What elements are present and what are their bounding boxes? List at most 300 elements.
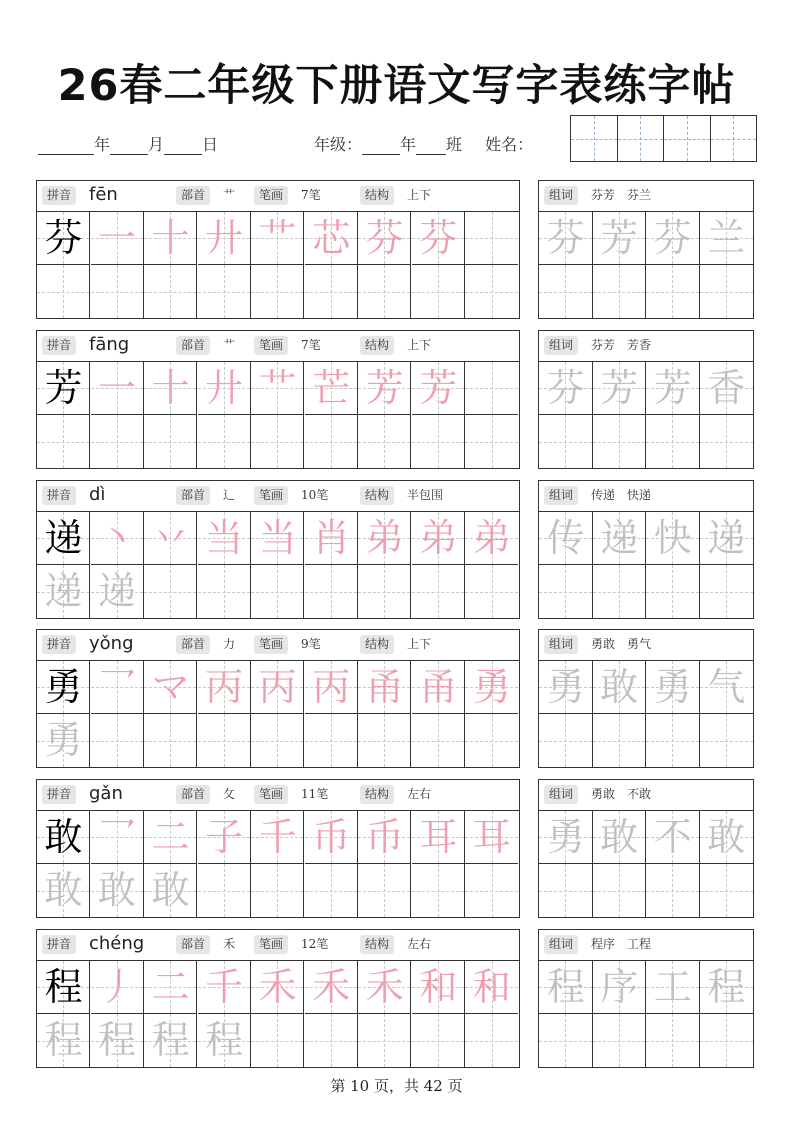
writing-cell[interactable] — [37, 961, 90, 1014]
radical-value: 艹 — [223, 338, 236, 352]
pinyin-value: chéng — [89, 933, 145, 954]
stroke-step-char: 芳 — [419, 366, 458, 410]
word-cell[interactable] — [700, 512, 754, 565]
writing-cell[interactable] — [465, 961, 518, 1014]
writing-cell[interactable] — [465, 362, 518, 415]
words-value: 芬芳 芳香 — [591, 338, 652, 352]
word-cell[interactable] — [700, 565, 754, 618]
writing-cell[interactable] — [37, 1014, 90, 1067]
words-value: 勇敢 勇气 — [591, 637, 652, 651]
writing-cell[interactable] — [465, 212, 518, 265]
word-header — [539, 930, 753, 961]
word-trace-char: 芬 — [653, 216, 692, 260]
stroke-step-char: 勇 — [472, 665, 511, 709]
word-grid-panel — [538, 779, 754, 918]
stroke-step-char: 弟 — [472, 516, 511, 560]
grade-year-blank[interactable] — [362, 140, 400, 155]
word-trace-char: 勇 — [546, 815, 585, 859]
writing-cell[interactable] — [37, 362, 90, 415]
word-header — [539, 181, 753, 212]
writing-cell[interactable] — [465, 661, 518, 714]
writing-cell[interactable] — [465, 811, 518, 864]
radical-tag: 部首 — [176, 785, 210, 804]
writing-cell[interactable] — [358, 864, 411, 917]
writing-cell[interactable] — [198, 565, 251, 618]
model-char: 勇 — [44, 665, 83, 709]
writing-cell[interactable] — [465, 1014, 518, 1067]
stroke-step-char: 丶 — [98, 516, 137, 560]
writing-cell[interactable] — [144, 961, 197, 1014]
word-cell[interactable] — [646, 362, 700, 415]
writing-cell[interactable] — [37, 714, 90, 767]
word-cell[interactable] — [646, 512, 700, 565]
word-cell[interactable] — [593, 661, 647, 714]
words-tag: 组词 — [544, 186, 578, 205]
writing-cell[interactable] — [37, 661, 90, 714]
word-cell[interactable] — [646, 661, 700, 714]
name-cell[interactable] — [664, 116, 711, 161]
word-trace-char: 工 — [653, 965, 692, 1009]
stroke-step-char: 币 — [312, 815, 351, 859]
structure-tag: 结构 — [360, 785, 394, 804]
word-cell[interactable] — [593, 961, 647, 1014]
writing-cell[interactable] — [358, 265, 411, 318]
stroke-step-char: 二 — [151, 965, 190, 1009]
writing-cell[interactable] — [144, 1014, 197, 1067]
writing-cell[interactable] — [465, 512, 518, 565]
structure-tag: 结构 — [360, 186, 394, 205]
class-label: 班 — [446, 135, 463, 154]
writing-cell[interactable] — [91, 1014, 144, 1067]
word-cell[interactable] — [539, 864, 593, 917]
writing-cell[interactable] — [91, 961, 144, 1014]
char-block — [0, 929, 793, 1067]
stroke-step-char: 千 — [205, 965, 244, 1009]
writing-cell[interactable] — [305, 714, 358, 767]
writing-cell[interactable] — [412, 961, 465, 1014]
word-cell[interactable] — [700, 864, 754, 917]
stroke-step-char: 弟 — [365, 516, 404, 560]
writing-cell[interactable] — [465, 565, 518, 618]
strokes-tag: 笔画 — [254, 186, 288, 205]
writing-cell[interactable] — [251, 565, 304, 618]
char-block — [0, 330, 793, 468]
practice-grid-panel — [36, 629, 520, 768]
pinyin-tag: 拼音 — [42, 186, 76, 205]
word-cell[interactable] — [646, 265, 700, 318]
writing-cell[interactable] — [251, 961, 304, 1014]
word-trace-char: 香 — [707, 366, 746, 410]
char-info-header — [37, 181, 519, 212]
writing-cell[interactable] — [198, 864, 251, 917]
name-label: 姓名： — [485, 135, 534, 154]
word-trace-char: 不 — [653, 815, 692, 859]
writing-cell[interactable] — [305, 415, 358, 468]
word-cell[interactable] — [646, 864, 700, 917]
writing-cell[interactable] — [305, 362, 358, 415]
writing-cell[interactable] — [251, 661, 304, 714]
writing-cell[interactable] — [37, 415, 90, 468]
writing-cell[interactable] — [251, 362, 304, 415]
word-cell[interactable] — [539, 811, 593, 864]
writing-cell[interactable] — [305, 661, 358, 714]
writing-cell[interactable] — [144, 864, 197, 917]
name-cell[interactable] — [571, 116, 618, 161]
practice-grid-panel — [36, 480, 520, 619]
model-char: 递 — [44, 516, 83, 560]
trace-char: 递 — [44, 569, 83, 613]
writing-cell[interactable] — [251, 1014, 304, 1067]
writing-cell[interactable] — [144, 212, 197, 265]
radical-value: 禾 — [223, 937, 236, 951]
stroke-step-char: 禾 — [312, 965, 351, 1009]
structure-tag: 结构 — [360, 935, 394, 954]
word-trace-char: 芳 — [600, 366, 639, 410]
writing-cell[interactable] — [358, 1014, 411, 1067]
pinyin-value: fāng — [89, 334, 130, 355]
stroke-step-char: 廾 — [205, 366, 244, 410]
stroke-step-char: 和 — [472, 965, 511, 1009]
writing-cell[interactable] — [91, 864, 144, 917]
word-cell[interactable] — [646, 714, 700, 767]
writing-cell[interactable] — [305, 265, 358, 318]
word-cell[interactable] — [700, 961, 754, 1014]
char-info-header — [37, 930, 519, 961]
writing-cell[interactable] — [465, 864, 518, 917]
word-trace-char: 程 — [546, 965, 585, 1009]
words-value: 芬芳 芬兰 — [591, 188, 652, 202]
strokes-tag: 笔画 — [254, 336, 288, 355]
word-cell[interactable] — [539, 961, 593, 1014]
strokes-value: 7笔 — [301, 338, 321, 352]
word-header — [539, 481, 753, 512]
radical-tag: 部首 — [176, 186, 210, 205]
writing-cell[interactable] — [412, 714, 465, 767]
stroke-step-char: 禾 — [258, 965, 297, 1009]
pinyin-tag: 拼音 — [42, 486, 76, 505]
writing-cell[interactable] — [198, 961, 251, 1014]
writing-cell[interactable] — [91, 565, 144, 618]
structure-tag: 结构 — [360, 486, 394, 505]
writing-cell[interactable] — [412, 362, 465, 415]
writing-cell[interactable] — [305, 961, 358, 1014]
writing-cell[interactable] — [358, 362, 411, 415]
word-cell[interactable] — [593, 362, 647, 415]
stroke-step-char: 当 — [258, 516, 297, 560]
char-info-header — [37, 630, 519, 661]
writing-cell[interactable] — [91, 811, 144, 864]
structure-value: 半包围 — [407, 488, 444, 502]
pinyin-tag: 拼音 — [42, 785, 76, 804]
word-cell[interactable] — [646, 1014, 700, 1067]
word-cell[interactable] — [700, 661, 754, 714]
word-cell[interactable] — [593, 565, 647, 618]
name-cell[interactable] — [618, 116, 665, 161]
writing-cell[interactable] — [412, 212, 465, 265]
year-label: 年 — [94, 135, 111, 154]
word-trace-char: 敢 — [600, 665, 639, 709]
words-value: 程序 工程 — [591, 937, 652, 951]
stroke-step-char: 芬 — [419, 216, 458, 260]
structure-value: 左右 — [407, 937, 432, 951]
stroke-step-char: 丙 — [312, 665, 351, 709]
pinyin-tag: 拼音 — [42, 336, 76, 355]
writing-cell[interactable] — [412, 1014, 465, 1067]
pinyin-value: fēn — [89, 184, 118, 205]
month-blank[interactable] — [110, 140, 148, 155]
writing-cell[interactable] — [198, 811, 251, 864]
writing-cell[interactable] — [358, 961, 411, 1014]
strokes-tag: 笔画 — [254, 935, 288, 954]
word-cell[interactable] — [539, 362, 593, 415]
char-block — [0, 779, 793, 917]
stroke-step-char: 芬 — [365, 216, 404, 260]
stroke-step-char: 丙 — [258, 665, 297, 709]
writing-cell[interactable] — [251, 811, 304, 864]
writing-cell[interactable] — [305, 512, 358, 565]
writing-cell[interactable] — [144, 512, 197, 565]
date-line — [38, 132, 218, 155]
practice-grid-panel — [36, 779, 520, 918]
writing-cell[interactable] — [91, 212, 144, 265]
writing-cell[interactable] — [144, 565, 197, 618]
word-grid-panel — [538, 180, 754, 319]
writing-cell[interactable] — [358, 415, 411, 468]
stroke-step-char: 艹 — [258, 216, 297, 260]
day-blank[interactable] — [164, 140, 202, 155]
writing-cell[interactable] — [144, 714, 197, 767]
class-blank[interactable] — [416, 140, 446, 155]
word-trace-char: 序 — [600, 965, 639, 1009]
writing-cell[interactable] — [91, 362, 144, 415]
writing-cell[interactable] — [358, 714, 411, 767]
stroke-step-char: 子 — [205, 815, 244, 859]
writing-cell[interactable] — [358, 512, 411, 565]
word-cell[interactable] — [646, 415, 700, 468]
word-cell[interactable] — [700, 212, 754, 265]
writing-cell[interactable] — [465, 415, 518, 468]
name-box[interactable] — [570, 115, 757, 162]
word-cell[interactable] — [539, 512, 593, 565]
writing-cell[interactable] — [412, 811, 465, 864]
writing-cell[interactable] — [91, 714, 144, 767]
writing-cell[interactable] — [198, 714, 251, 767]
word-cell[interactable] — [593, 512, 647, 565]
trace-char: 勇 — [44, 718, 83, 762]
writing-cell[interactable] — [251, 714, 304, 767]
word-cell[interactable] — [646, 565, 700, 618]
stroke-step-char: 禾 — [365, 965, 404, 1009]
practice-grid-panel — [36, 180, 520, 319]
writing-cell[interactable] — [412, 265, 465, 318]
writing-cell[interactable] — [358, 212, 411, 265]
word-trace-char: 传 — [546, 516, 585, 560]
radical-value: 艹 — [223, 188, 236, 202]
words-tag: 组词 — [544, 935, 578, 954]
word-cell[interactable] — [539, 212, 593, 265]
word-cell[interactable] — [593, 212, 647, 265]
words-value: 传递 快递 — [591, 488, 652, 502]
word-cell[interactable] — [539, 265, 593, 318]
writing-cell[interactable] — [91, 265, 144, 318]
stroke-step-char: 币 — [365, 815, 404, 859]
model-char: 程 — [44, 965, 83, 1009]
word-trace-char: 芳 — [600, 216, 639, 260]
strokes-value: 10笔 — [301, 488, 329, 502]
writing-cell[interactable] — [305, 811, 358, 864]
name-cell[interactable] — [711, 116, 757, 161]
word-cell[interactable] — [539, 661, 593, 714]
grade-label: 年级： — [314, 135, 363, 154]
writing-cell[interactable] — [412, 415, 465, 468]
word-cell[interactable] — [593, 714, 647, 767]
stroke-step-char: 二 — [151, 815, 190, 859]
trace-char: 敢 — [151, 868, 190, 912]
word-cell[interactable] — [539, 415, 593, 468]
writing-cell[interactable] — [198, 661, 251, 714]
year-blank[interactable] — [38, 140, 94, 155]
structure-value: 上下 — [407, 188, 432, 202]
month-label: 月 — [148, 135, 165, 154]
writing-cell[interactable] — [358, 565, 411, 618]
word-cell[interactable] — [539, 1014, 593, 1067]
stroke-step-char: 芳 — [365, 366, 404, 410]
word-trace-char: 递 — [600, 516, 639, 560]
page-footer: 第 10 页，共 42 页 — [330, 1077, 463, 1095]
grade-line — [314, 132, 533, 155]
model-char: 芳 — [44, 366, 83, 410]
writing-cell[interactable] — [358, 811, 411, 864]
writing-cell[interactable] — [358, 661, 411, 714]
pinyin-tag: 拼音 — [42, 635, 76, 654]
word-cell[interactable] — [646, 961, 700, 1014]
stroke-step-char: マ — [151, 665, 190, 709]
writing-cell[interactable] — [144, 811, 197, 864]
word-cell[interactable] — [539, 714, 593, 767]
writing-cell[interactable] — [37, 864, 90, 917]
radical-value: 辶 — [223, 488, 236, 502]
writing-cell[interactable] — [198, 362, 251, 415]
writing-cell[interactable] — [305, 565, 358, 618]
words-value: 勇敢 不敢 — [591, 787, 652, 801]
word-cell[interactable] — [593, 265, 647, 318]
trace-char: 敢 — [44, 868, 83, 912]
writing-cell[interactable] — [37, 212, 90, 265]
word-trace-char: 敢 — [600, 815, 639, 859]
word-grid-panel — [538, 629, 754, 768]
stroke-step-char: 丙 — [205, 665, 244, 709]
stroke-step-char: 甬 — [365, 665, 404, 709]
writing-cell[interactable] — [412, 661, 465, 714]
writing-cell[interactable] — [251, 265, 304, 318]
writing-cell[interactable] — [251, 512, 304, 565]
stroke-step-char: 一 — [98, 366, 137, 410]
radical-value: 攵 — [223, 787, 236, 801]
writing-cell[interactable] — [251, 864, 304, 917]
writing-cell[interactable] — [305, 864, 358, 917]
writing-cell[interactable] — [91, 661, 144, 714]
word-header — [539, 630, 753, 661]
strokes-value: 9笔 — [301, 637, 321, 651]
word-trace-char: 芬 — [546, 366, 585, 410]
writing-cell[interactable] — [305, 1014, 358, 1067]
writing-cell[interactable] — [198, 1014, 251, 1067]
writing-cell[interactable] — [198, 212, 251, 265]
writing-cell[interactable] — [144, 362, 197, 415]
stroke-step-char: 芯 — [312, 216, 351, 260]
word-cell[interactable] — [539, 565, 593, 618]
writing-cell[interactable] — [37, 565, 90, 618]
radical-tag: 部首 — [176, 635, 210, 654]
word-cell[interactable] — [646, 811, 700, 864]
word-trace-char: 气 — [707, 665, 746, 709]
writing-cell[interactable] — [198, 415, 251, 468]
word-cell[interactable] — [593, 415, 647, 468]
writing-cell[interactable] — [465, 714, 518, 767]
word-cell[interactable] — [700, 811, 754, 864]
word-cell[interactable] — [700, 415, 754, 468]
writing-cell[interactable] — [91, 512, 144, 565]
writing-cell[interactable] — [37, 811, 90, 864]
stroke-step-char: 耳 — [419, 815, 458, 859]
writing-cell[interactable] — [251, 212, 304, 265]
writing-cell[interactable] — [412, 565, 465, 618]
word-trace-char: 芬 — [546, 216, 585, 260]
word-cell[interactable] — [646, 212, 700, 265]
writing-cell[interactable] — [144, 265, 197, 318]
writing-cell[interactable] — [37, 512, 90, 565]
strokes-value: 11笔 — [301, 787, 329, 801]
stroke-step-char: 弟 — [419, 516, 458, 560]
word-cell[interactable] — [593, 1014, 647, 1067]
word-cell[interactable] — [700, 265, 754, 318]
stroke-step-char: 当 — [205, 516, 244, 560]
writing-cell[interactable] — [412, 512, 465, 565]
writing-cell[interactable] — [198, 265, 251, 318]
writing-cell[interactable] — [412, 864, 465, 917]
stroke-step-char: 丿 — [98, 965, 137, 1009]
model-char: 敢 — [44, 815, 83, 859]
writing-cell[interactable] — [251, 415, 304, 468]
strokes-tag: 笔画 — [254, 635, 288, 654]
structure-tag: 结构 — [360, 635, 394, 654]
model-char: 芬 — [44, 216, 83, 260]
stroke-step-char: 十 — [151, 366, 190, 410]
radical-tag: 部首 — [176, 486, 210, 505]
word-grid-panel — [538, 929, 754, 1068]
structure-value: 上下 — [407, 338, 432, 352]
writing-cell[interactable] — [465, 265, 518, 318]
writing-cell[interactable] — [305, 212, 358, 265]
word-cell[interactable] — [700, 1014, 754, 1067]
word-cell[interactable] — [700, 362, 754, 415]
word-cell[interactable] — [700, 714, 754, 767]
writing-cell[interactable] — [198, 512, 251, 565]
trace-char: 程 — [44, 1018, 83, 1062]
writing-cell[interactable] — [37, 265, 90, 318]
word-cell[interactable] — [593, 811, 647, 864]
trace-char: 程 — [98, 1018, 137, 1062]
structure-value: 左右 — [407, 787, 432, 801]
radical-value: 力 — [223, 637, 236, 651]
word-cell[interactable] — [593, 864, 647, 917]
writing-cell[interactable] — [144, 661, 197, 714]
writing-cell[interactable] — [91, 415, 144, 468]
char-block — [0, 480, 793, 618]
writing-cell[interactable] — [144, 415, 197, 468]
word-header — [539, 331, 753, 362]
strokes-tag: 笔画 — [254, 785, 288, 804]
